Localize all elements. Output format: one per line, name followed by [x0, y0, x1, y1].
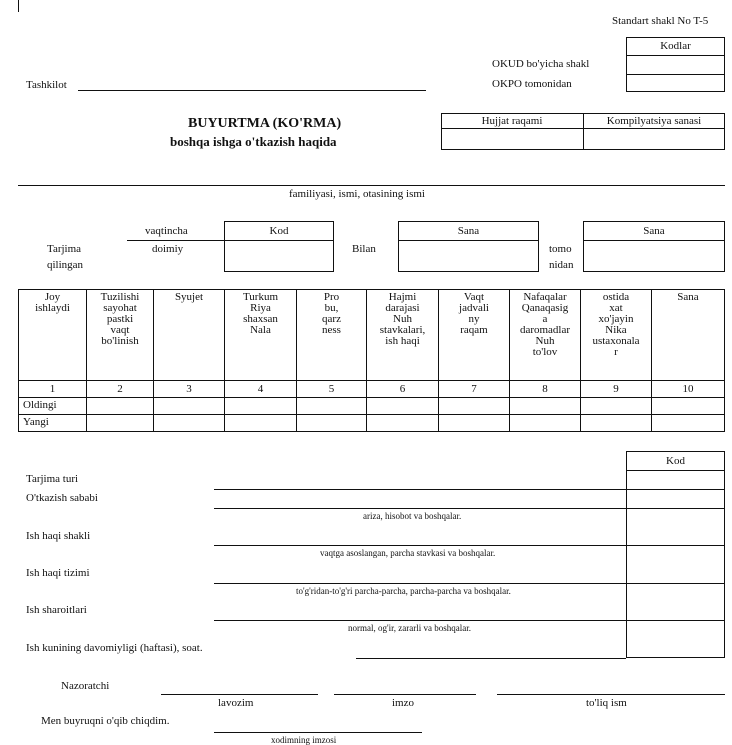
table-cell[interactable] [87, 398, 154, 415]
header-text: Syujet [174, 291, 204, 303]
organization-field[interactable] [78, 90, 426, 91]
doc-number-label: Hujjat raqami [481, 115, 543, 127]
okud-label: OKUD bo'yicha shakl [492, 58, 590, 70]
table-cell[interactable] [510, 415, 581, 432]
workday-label: Ish kunining davomiyligi (haftasi), soat. [26, 642, 203, 654]
from-date-label: Sana [457, 225, 480, 237]
transfer-type-label: Tarjima turi [26, 473, 79, 485]
table-cell[interactable] [297, 415, 367, 432]
reason-caption: ariza, hisobot va boshqalar. [363, 511, 462, 521]
col-header-allowances [510, 290, 581, 381]
standard-form-label: Standart shakl No T-5 [612, 15, 709, 27]
from-label: Bilan [352, 243, 376, 255]
permanent-label: doimiy [152, 243, 184, 255]
table-cell[interactable] [367, 415, 439, 432]
to-date-field[interactable] [584, 241, 724, 271]
header-text: Nafaqalar Qanaqasig a daromadlar Nuh to'lov [519, 291, 571, 358]
pay-form-label: Ish haqi shakli [26, 530, 91, 542]
row-label-previous: Oldingi [19, 398, 87, 415]
order-subtitle: boshqa ishga o'tkazish haqida [170, 134, 337, 149]
full-name-sign-caption: to'liq ism [586, 697, 627, 709]
workday-field[interactable] [356, 658, 626, 659]
to-label-1: tomo [549, 243, 572, 255]
header-text: Hajmi darajasi Nuh stavkalari, ish haqi [379, 291, 426, 347]
table-cell[interactable] [581, 415, 652, 432]
header-text: Sana [677, 291, 699, 303]
pay-form-caption: vaqtga asoslangan, parcha stavkasi va boshqalar. [320, 548, 496, 558]
header-text: Pro bu, qarz ness [322, 291, 341, 336]
col-header-workplace [19, 290, 87, 381]
acquainted-label: Men buyruqni o'qib chiqdim. [41, 715, 170, 727]
col-header-structure [87, 290, 154, 381]
col-header-salary [367, 290, 439, 381]
col-header-category [225, 290, 297, 381]
position-caption: lavozim [218, 697, 254, 709]
table-cell[interactable] [225, 415, 297, 432]
col-number: 3 [154, 381, 225, 398]
codes-header: Kodlar [660, 40, 691, 52]
col-header-supervisor [581, 290, 652, 381]
full-name-sign-field[interactable] [497, 694, 725, 695]
row-label-new: Yangi [19, 415, 87, 432]
lower-kod-label: Kod [666, 455, 685, 467]
header-text: Vaqt jadvali ny raqam [459, 291, 489, 336]
table-cell[interactable] [154, 415, 225, 432]
pay-system-caption: to'g'ridan-to'g'ri parcha-parcha, parcha-parcha va boshqalar. [296, 586, 511, 596]
col-number: 1 [19, 381, 87, 398]
col-number: 6 [367, 381, 439, 398]
reason-field[interactable] [214, 508, 626, 509]
employee-signature-caption: xodimning imzosi [271, 735, 337, 745]
corner-tick [18, 0, 19, 12]
table-cell[interactable] [297, 398, 367, 415]
organization-label: Tashkilot [26, 79, 67, 91]
pay-form-field[interactable] [214, 545, 626, 546]
translated-label-2: qilingan [47, 259, 84, 271]
header-text: Tuzilishi sayohat pastki vaqt bo'linish [100, 291, 140, 347]
col-number: 7 [439, 381, 510, 398]
col-number: 4 [225, 381, 297, 398]
col-number: 2 [87, 381, 154, 398]
col-number: 9 [581, 381, 652, 398]
col-number: 8 [510, 381, 581, 398]
to-label-2: nidan [549, 259, 574, 271]
table-row [19, 398, 725, 415]
col-header-date [652, 290, 725, 381]
header-text: Turkum Riya shaxsan Nala [242, 291, 279, 336]
table-cell[interactable] [225, 398, 297, 415]
temporary-label: vaqtincha [145, 225, 188, 237]
pay-system-field[interactable] [214, 583, 626, 584]
table-cell[interactable] [581, 398, 652, 415]
transfer-type-field[interactable] [214, 489, 626, 490]
table-cell[interactable] [439, 415, 510, 432]
from-date-field[interactable] [399, 241, 538, 271]
position-field[interactable] [161, 694, 318, 695]
compile-date-label: Kompilyatsiya sanasi [606, 115, 702, 127]
pay-system-label: Ish haqi tizimi [26, 567, 90, 579]
table-cell[interactable] [439, 398, 510, 415]
header-text: ostida xat xo'jayin Nika ustaxonala r [592, 291, 640, 358]
table-row [19, 415, 725, 432]
table-cell[interactable] [652, 398, 725, 415]
col-header-profession [297, 290, 367, 381]
col-header-schedule [439, 290, 510, 381]
col-number: 10 [652, 381, 725, 398]
conditions-field[interactable] [214, 620, 626, 621]
conditions-caption: normal, og'ir, zararli va boshqalar. [348, 623, 471, 633]
conditions-label: Ish sharoitlari [26, 604, 87, 616]
transfer-table [18, 289, 725, 432]
table-cell[interactable] [510, 398, 581, 415]
translated-label-1: Tarjima [47, 243, 82, 255]
table-cell[interactable] [87, 415, 154, 432]
order-title: BUYURTMA (KO'RMA) [188, 116, 342, 131]
full-name-caption: familiyasi, ismi, otasining ismi [289, 188, 425, 200]
transfer-kod-field[interactable] [225, 241, 333, 271]
table-cell[interactable] [154, 398, 225, 415]
okpo-label: OKPO tomonidan [492, 78, 572, 90]
to-date-label: Sana [643, 225, 665, 237]
lower-kod-box [626, 451, 725, 658]
reason-label: O'tkazish sababi [26, 492, 98, 504]
compile-date-field[interactable] [584, 129, 724, 149]
signature-caption: imzo [392, 697, 414, 709]
col-number: 5 [297, 381, 367, 398]
signature-field[interactable] [334, 694, 476, 695]
employee-signature-field[interactable] [214, 732, 422, 733]
table-cell[interactable] [367, 398, 439, 415]
full-name-field[interactable] [18, 185, 725, 186]
table-cell[interactable] [652, 415, 725, 432]
col-header-plot [154, 290, 225, 381]
supervisor-label: Nazoratchi [61, 680, 110, 692]
header-text: Joy ishlaydi [35, 291, 70, 314]
doc-number-field[interactable] [442, 129, 582, 149]
transfer-kod-label: Kod [269, 225, 289, 237]
